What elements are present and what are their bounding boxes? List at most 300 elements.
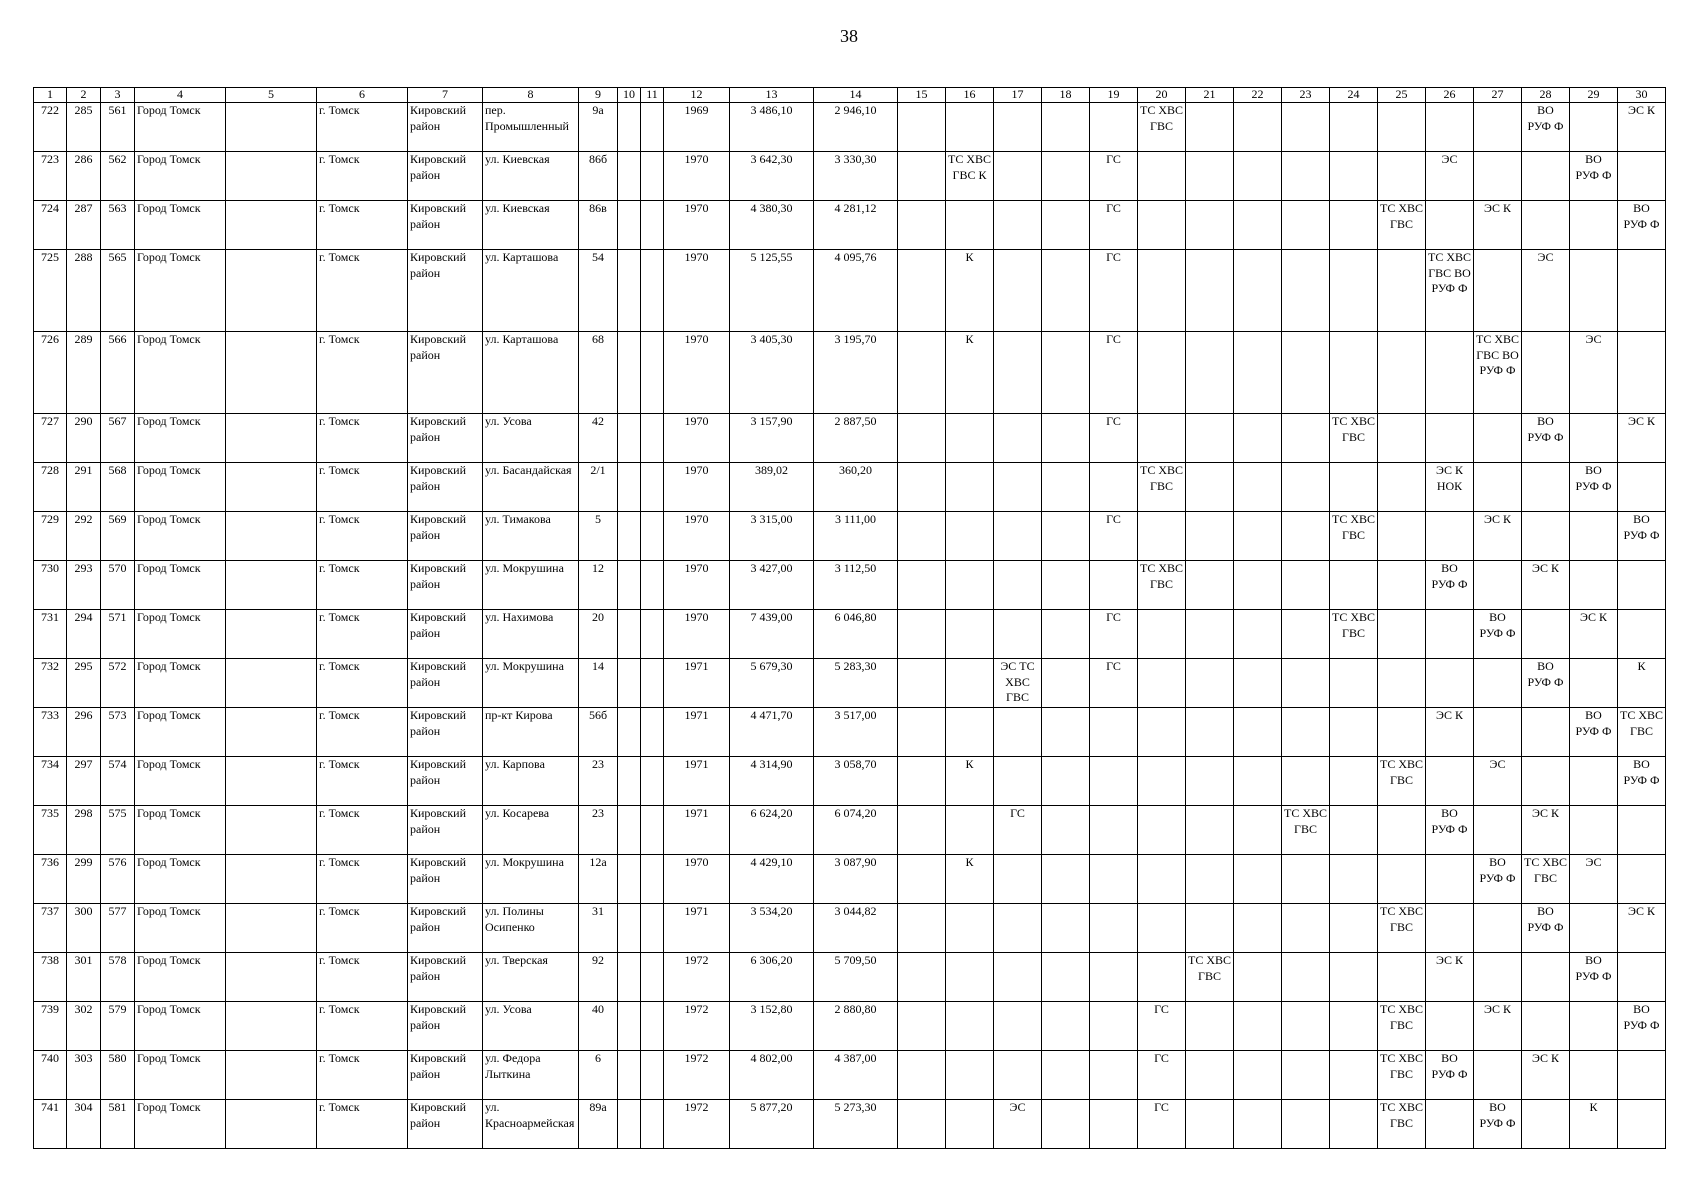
- cell-col-14: 3 112,50: [814, 561, 898, 610]
- cell-col-26: ВО РУФ Ф: [1426, 806, 1474, 855]
- cell-col-15: [898, 904, 946, 953]
- cell-col-21: [1186, 1002, 1234, 1051]
- cell-col-11: [641, 463, 664, 512]
- cell-col-2: 298: [67, 806, 101, 855]
- cell-col-4: Город Томск: [135, 1051, 226, 1100]
- cell-col-4: Город Томск: [135, 332, 226, 414]
- cell-col-6: г. Томск: [317, 757, 408, 806]
- cell-col-20: [1138, 953, 1186, 1002]
- cell-col-24: [1330, 855, 1378, 904]
- cell-col-16: [946, 561, 994, 610]
- cell-col-7: Кировский район: [408, 806, 483, 855]
- cell-col-4: Город Томск: [135, 1100, 226, 1149]
- cell-col-20: [1138, 201, 1186, 250]
- cell-col-10: [618, 332, 641, 414]
- cell-col-15: [898, 201, 946, 250]
- cell-col-16: К: [946, 250, 994, 332]
- cell-col-9: 89а: [579, 1100, 618, 1149]
- cell-col-1: 726: [34, 332, 67, 414]
- cell-col-17: [994, 152, 1042, 201]
- cell-col-2: 290: [67, 414, 101, 463]
- table-row: [34, 757, 1666, 806]
- cell-col-30: ВО РУФ Ф: [1618, 201, 1666, 250]
- cell-col-25: [1378, 561, 1426, 610]
- cell-col-20: [1138, 250, 1186, 332]
- cell-col-13: 7 439,00: [730, 610, 814, 659]
- cell-col-11: [641, 1051, 664, 1100]
- cell-col-5: [226, 463, 317, 512]
- cell-col-6: г. Томск: [317, 250, 408, 332]
- cell-col-15: [898, 1002, 946, 1051]
- cell-col-14: 2 887,50: [814, 414, 898, 463]
- cell-col-5: [226, 855, 317, 904]
- cell-col-9: 40: [579, 1002, 618, 1051]
- column-number-header-row: [34, 88, 1666, 103]
- cell-col-20: ГС: [1138, 1051, 1186, 1100]
- column-header-2: 2: [67, 88, 101, 103]
- cell-col-12: 1970: [664, 250, 730, 332]
- cell-col-20: ТС ХВС ГВС: [1138, 103, 1186, 152]
- cell-col-1: 736: [34, 855, 67, 904]
- cell-col-2: 299: [67, 855, 101, 904]
- cell-col-22: [1234, 855, 1282, 904]
- cell-col-17: [994, 855, 1042, 904]
- cell-col-16: [946, 414, 994, 463]
- cell-col-23: [1282, 953, 1330, 1002]
- cell-col-14: 3 111,00: [814, 512, 898, 561]
- cell-col-29: ЭС К: [1570, 610, 1618, 659]
- cell-col-8: ул. Тимакова: [483, 512, 579, 561]
- cell-col-28: [1522, 201, 1570, 250]
- cell-col-25: ТС ХВС ГВС: [1378, 201, 1426, 250]
- cell-col-20: ТС ХВС ГВС: [1138, 561, 1186, 610]
- cell-col-18: [1042, 414, 1090, 463]
- cell-col-30: ЭС К: [1618, 904, 1666, 953]
- cell-col-7: Кировский район: [408, 1100, 483, 1149]
- table-row: [34, 512, 1666, 561]
- cell-col-27: [1474, 953, 1522, 1002]
- cell-col-17: [994, 757, 1042, 806]
- cell-col-13: 3 427,00: [730, 561, 814, 610]
- cell-col-5: [226, 708, 317, 757]
- cell-col-12: 1969: [664, 103, 730, 152]
- cell-col-1: 727: [34, 414, 67, 463]
- cell-col-18: [1042, 904, 1090, 953]
- cell-col-8: ул. Карташова: [483, 250, 579, 332]
- column-header-22: 22: [1234, 88, 1282, 103]
- cell-col-8: ул. Косарева: [483, 806, 579, 855]
- cell-col-17: [994, 332, 1042, 414]
- cell-col-25: [1378, 152, 1426, 201]
- cell-col-25: ТС ХВС ГВС: [1378, 757, 1426, 806]
- cell-col-3: 569: [101, 512, 135, 561]
- cell-col-15: [898, 561, 946, 610]
- column-header-11: 11: [641, 88, 664, 103]
- cell-col-16: [946, 103, 994, 152]
- cell-col-28: ВО РУФ Ф: [1522, 103, 1570, 152]
- cell-col-22: [1234, 806, 1282, 855]
- cell-col-3: 568: [101, 463, 135, 512]
- cell-col-9: 92: [579, 953, 618, 1002]
- cell-col-2: 297: [67, 757, 101, 806]
- cell-col-18: [1042, 103, 1090, 152]
- cell-col-5: [226, 1051, 317, 1100]
- cell-col-5: [226, 1002, 317, 1051]
- column-header-27: 27: [1474, 88, 1522, 103]
- cell-col-25: [1378, 103, 1426, 152]
- cell-col-16: [946, 708, 994, 757]
- cell-col-19: [1090, 855, 1138, 904]
- cell-col-14: 3 517,00: [814, 708, 898, 757]
- cell-col-7: Кировский район: [408, 757, 483, 806]
- cell-col-28: ТС ХВС ГВС: [1522, 855, 1570, 904]
- cell-col-13: 4 471,70: [730, 708, 814, 757]
- cell-col-10: [618, 757, 641, 806]
- cell-col-12: 1972: [664, 1051, 730, 1100]
- cell-col-2: 304: [67, 1100, 101, 1149]
- cell-col-14: 3 044,82: [814, 904, 898, 953]
- cell-col-10: [618, 103, 641, 152]
- cell-col-24: [1330, 201, 1378, 250]
- column-header-9: 9: [579, 88, 618, 103]
- cell-col-24: ТС ХВС ГВС: [1330, 512, 1378, 561]
- cell-col-19: [1090, 1100, 1138, 1149]
- cell-col-3: 565: [101, 250, 135, 332]
- cell-col-7: Кировский район: [408, 610, 483, 659]
- cell-col-23: [1282, 463, 1330, 512]
- cell-col-24: [1330, 250, 1378, 332]
- cell-col-9: 42: [579, 414, 618, 463]
- cell-col-6: г. Томск: [317, 332, 408, 414]
- cell-col-17: [994, 512, 1042, 561]
- cell-col-21: [1186, 757, 1234, 806]
- cell-col-22: [1234, 561, 1282, 610]
- cell-col-9: 2/1: [579, 463, 618, 512]
- cell-col-21: [1186, 1051, 1234, 1100]
- cell-col-13: 3 152,80: [730, 1002, 814, 1051]
- cell-col-19: ГС: [1090, 414, 1138, 463]
- cell-col-3: 574: [101, 757, 135, 806]
- cell-col-23: [1282, 414, 1330, 463]
- cell-col-8: ул. Полины Осипенко: [483, 904, 579, 953]
- cell-col-22: [1234, 332, 1282, 414]
- cell-col-21: [1186, 463, 1234, 512]
- cell-col-12: 1972: [664, 1100, 730, 1149]
- cell-col-19: [1090, 463, 1138, 512]
- cell-col-3: 576: [101, 855, 135, 904]
- cell-col-4: Город Томск: [135, 561, 226, 610]
- cell-col-17: [994, 250, 1042, 332]
- cell-col-30: ВО РУФ Ф: [1618, 757, 1666, 806]
- cell-col-20: [1138, 659, 1186, 708]
- cell-col-15: [898, 708, 946, 757]
- cell-col-17: [994, 1002, 1042, 1051]
- cell-col-6: г. Томск: [317, 103, 408, 152]
- table-row: [34, 1002, 1666, 1051]
- cell-col-29: [1570, 201, 1618, 250]
- cell-col-29: [1570, 757, 1618, 806]
- cell-col-19: [1090, 561, 1138, 610]
- cell-col-22: [1234, 250, 1282, 332]
- cell-col-5: [226, 250, 317, 332]
- cell-col-19: ГС: [1090, 610, 1138, 659]
- cell-col-12: 1970: [664, 201, 730, 250]
- cell-col-11: [641, 659, 664, 708]
- cell-col-2: 289: [67, 332, 101, 414]
- cell-col-3: 573: [101, 708, 135, 757]
- cell-col-26: ВО РУФ Ф: [1426, 1051, 1474, 1100]
- cell-col-23: [1282, 659, 1330, 708]
- cell-col-26: ВО РУФ Ф: [1426, 561, 1474, 610]
- cell-col-2: 288: [67, 250, 101, 332]
- cell-col-15: [898, 332, 946, 414]
- cell-col-15: [898, 806, 946, 855]
- cell-col-11: [641, 953, 664, 1002]
- cell-col-1: 741: [34, 1100, 67, 1149]
- cell-col-2: 295: [67, 659, 101, 708]
- cell-col-14: 6 046,80: [814, 610, 898, 659]
- cell-col-19: [1090, 1002, 1138, 1051]
- cell-col-10: [618, 512, 641, 561]
- cell-col-3: 566: [101, 332, 135, 414]
- cell-col-16: [946, 806, 994, 855]
- cell-col-15: [898, 512, 946, 561]
- table-row: [34, 332, 1666, 414]
- cell-col-14: 4 387,00: [814, 1051, 898, 1100]
- cell-col-30: [1618, 806, 1666, 855]
- cell-col-26: ЭС К: [1426, 708, 1474, 757]
- cell-col-2: 302: [67, 1002, 101, 1051]
- cell-col-23: [1282, 512, 1330, 561]
- cell-col-10: [618, 904, 641, 953]
- cell-col-1: 737: [34, 904, 67, 953]
- cell-col-30: [1618, 610, 1666, 659]
- cell-col-5: [226, 561, 317, 610]
- cell-col-6: г. Томск: [317, 463, 408, 512]
- column-header-15: 15: [898, 88, 946, 103]
- cell-col-17: ЭС ТС ХВС ГВС: [994, 659, 1042, 708]
- cell-col-26: ЭС К: [1426, 953, 1474, 1002]
- column-header-1: 1: [34, 88, 67, 103]
- table-row: [34, 414, 1666, 463]
- cell-col-26: [1426, 1100, 1474, 1149]
- column-header-8: 8: [483, 88, 579, 103]
- cell-col-20: [1138, 152, 1186, 201]
- table-row: [34, 708, 1666, 757]
- cell-col-17: [994, 463, 1042, 512]
- cell-col-4: Город Томск: [135, 414, 226, 463]
- cell-col-26: [1426, 610, 1474, 659]
- cell-col-9: 31: [579, 904, 618, 953]
- cell-col-1: 731: [34, 610, 67, 659]
- cell-col-13: 5 125,55: [730, 250, 814, 332]
- table-row: [34, 659, 1666, 708]
- cell-col-5: [226, 757, 317, 806]
- cell-col-18: [1042, 953, 1090, 1002]
- cell-col-20: [1138, 708, 1186, 757]
- cell-col-6: г. Томск: [317, 1002, 408, 1051]
- cell-col-29: ВО РУФ Ф: [1570, 463, 1618, 512]
- cell-col-10: [618, 806, 641, 855]
- cell-col-1: 730: [34, 561, 67, 610]
- cell-col-11: [641, 1002, 664, 1051]
- cell-col-23: [1282, 757, 1330, 806]
- cell-col-23: [1282, 610, 1330, 659]
- cell-col-7: Кировский район: [408, 855, 483, 904]
- cell-col-14: 5 273,30: [814, 1100, 898, 1149]
- cell-col-16: [946, 953, 994, 1002]
- cell-col-24: [1330, 806, 1378, 855]
- cell-col-26: [1426, 855, 1474, 904]
- cell-col-11: [641, 757, 664, 806]
- cell-col-3: 580: [101, 1051, 135, 1100]
- cell-col-19: ГС: [1090, 512, 1138, 561]
- cell-col-24: [1330, 1051, 1378, 1100]
- cell-col-1: 740: [34, 1051, 67, 1100]
- cell-col-28: [1522, 332, 1570, 414]
- cell-col-25: ТС ХВС ГВС: [1378, 1002, 1426, 1051]
- cell-col-3: 578: [101, 953, 135, 1002]
- cell-col-26: [1426, 332, 1474, 414]
- cell-col-13: 4 314,90: [730, 757, 814, 806]
- cell-col-7: Кировский район: [408, 463, 483, 512]
- column-header-21: 21: [1186, 88, 1234, 103]
- cell-col-9: 9а: [579, 103, 618, 152]
- cell-col-28: ЭС К: [1522, 1051, 1570, 1100]
- column-header-28: 28: [1522, 88, 1570, 103]
- cell-col-2: 291: [67, 463, 101, 512]
- cell-col-6: г. Томск: [317, 201, 408, 250]
- cell-col-27: [1474, 904, 1522, 953]
- cell-col-21: [1186, 414, 1234, 463]
- cell-col-23: [1282, 708, 1330, 757]
- cell-col-3: 579: [101, 1002, 135, 1051]
- cell-col-17: [994, 953, 1042, 1002]
- cell-col-4: Город Томск: [135, 1002, 226, 1051]
- cell-col-8: ул. Карпова: [483, 757, 579, 806]
- cell-col-24: [1330, 659, 1378, 708]
- cell-col-25: [1378, 512, 1426, 561]
- cell-col-5: [226, 201, 317, 250]
- cell-col-24: [1330, 1002, 1378, 1051]
- cell-col-12: 1970: [664, 512, 730, 561]
- cell-col-17: [994, 201, 1042, 250]
- cell-col-14: 2 946,10: [814, 103, 898, 152]
- cell-col-13: 4 429,10: [730, 855, 814, 904]
- cell-col-6: г. Томск: [317, 953, 408, 1002]
- cell-col-29: ЭС: [1570, 855, 1618, 904]
- cell-col-9: 6: [579, 1051, 618, 1100]
- cell-col-30: [1618, 463, 1666, 512]
- cell-col-14: 4 281,12: [814, 201, 898, 250]
- cell-col-16: [946, 512, 994, 561]
- cell-col-27: [1474, 414, 1522, 463]
- cell-col-22: [1234, 1051, 1282, 1100]
- cell-col-18: [1042, 806, 1090, 855]
- table-row: [34, 855, 1666, 904]
- cell-col-5: [226, 610, 317, 659]
- cell-col-18: [1042, 463, 1090, 512]
- cell-col-10: [618, 201, 641, 250]
- cell-col-21: [1186, 250, 1234, 332]
- cell-col-20: [1138, 610, 1186, 659]
- table-row: [34, 250, 1666, 332]
- cell-col-12: 1971: [664, 708, 730, 757]
- cell-col-5: [226, 152, 317, 201]
- cell-col-8: ул. Нахимова: [483, 610, 579, 659]
- cell-col-30: ВО РУФ Ф: [1618, 1002, 1666, 1051]
- cell-col-29: ЭС: [1570, 332, 1618, 414]
- cell-col-2: 292: [67, 512, 101, 561]
- column-header-30: 30: [1618, 88, 1666, 103]
- cell-col-9: 20: [579, 610, 618, 659]
- cell-col-25: [1378, 250, 1426, 332]
- cell-col-20: [1138, 757, 1186, 806]
- cell-col-24: ТС ХВС ГВС: [1330, 610, 1378, 659]
- cell-col-27: ЭС: [1474, 757, 1522, 806]
- cell-col-16: ТС ХВС ГВС К: [946, 152, 994, 201]
- cell-col-12: 1971: [664, 757, 730, 806]
- cell-col-20: ГС: [1138, 1002, 1186, 1051]
- cell-col-22: [1234, 757, 1282, 806]
- cell-col-26: [1426, 201, 1474, 250]
- cell-col-30: [1618, 953, 1666, 1002]
- cell-col-18: [1042, 659, 1090, 708]
- cell-col-1: 729: [34, 512, 67, 561]
- cell-col-18: [1042, 1100, 1090, 1149]
- column-header-4: 4: [135, 88, 226, 103]
- cell-col-4: Город Томск: [135, 659, 226, 708]
- cell-col-17: ЭС: [994, 1100, 1042, 1149]
- cell-col-3: 561: [101, 103, 135, 152]
- cell-col-7: Кировский район: [408, 1051, 483, 1100]
- cell-col-2: 294: [67, 610, 101, 659]
- cell-col-7: Кировский район: [408, 332, 483, 414]
- cell-col-7: Кировский район: [408, 414, 483, 463]
- column-header-3: 3: [101, 88, 135, 103]
- cell-col-15: [898, 610, 946, 659]
- cell-col-22: [1234, 463, 1282, 512]
- cell-col-16: К: [946, 757, 994, 806]
- cell-col-4: Город Томск: [135, 463, 226, 512]
- cell-col-29: [1570, 414, 1618, 463]
- cell-col-10: [618, 953, 641, 1002]
- cell-col-7: Кировский район: [408, 512, 483, 561]
- cell-col-6: г. Томск: [317, 561, 408, 610]
- column-header-6: 6: [317, 88, 408, 103]
- buildings-table: [33, 87, 1666, 1149]
- cell-col-21: [1186, 201, 1234, 250]
- cell-col-24: [1330, 904, 1378, 953]
- cell-col-2: 303: [67, 1051, 101, 1100]
- cell-col-21: [1186, 512, 1234, 561]
- cell-col-5: [226, 103, 317, 152]
- cell-col-21: [1186, 1100, 1234, 1149]
- table-row: [34, 610, 1666, 659]
- column-header-25: 25: [1378, 88, 1426, 103]
- cell-col-29: [1570, 103, 1618, 152]
- cell-col-7: Кировский район: [408, 152, 483, 201]
- column-header-26: 26: [1426, 88, 1474, 103]
- cell-col-27: ЭС К: [1474, 512, 1522, 561]
- cell-col-8: ул. Усова: [483, 414, 579, 463]
- cell-col-4: Город Томск: [135, 610, 226, 659]
- cell-col-18: [1042, 855, 1090, 904]
- cell-col-30: [1618, 855, 1666, 904]
- table-row: [34, 806, 1666, 855]
- cell-col-25: [1378, 806, 1426, 855]
- cell-col-30: [1618, 1051, 1666, 1100]
